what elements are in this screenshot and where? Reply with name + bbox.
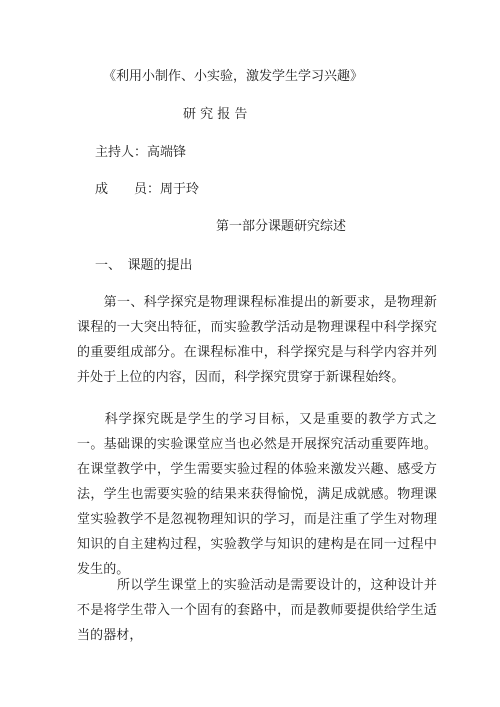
paragraph-3: 所以学生课堂上的实验活动是需要设计的，这种设计并不是将学生带入一个固有的套路中，而是教师要提供给学生适当的器材， [77, 578, 437, 643]
host-label: 主持人： [95, 145, 148, 160]
section-heading: 一、 课题的提出 [95, 258, 193, 273]
paragraph-1: 第一、科学探究是物理课程标准提出的新要求，是物理新课程的一大突出特征，而实验教学活动是物理课程中科学探究的重要组成部分。在课程标准中，科学探究是与科学内容并列并处于上位的内容，因而，科学探究贯穿于新课程始终。 [77, 295, 437, 385]
part-heading: 第一部分课题研究综述 [216, 219, 347, 234]
member-name: 周于玲 [160, 182, 200, 197]
paragraph-2: 科学探究既是学生的学习目标，又是重要的教学方式之一。基础课的实验课堂应当也必然是开展探究活动重要阵地。在课堂教学中，学生需要实验过程的体验来激发兴趣、感受方法，学生也需要实验的结果来获得愉悦，满足成就感。物理课堂实验教学不是忽视物理知识的学习，而是注重了学生对物理知识的自主建构过程，实验教学与知识的建构是在同一过程中发生的。 [77, 412, 437, 577]
document-title: 《利用小制作、小实验，激发学生学习兴趣》 [103, 69, 364, 84]
member-line [95, 182, 199, 198]
document-subtitle: 研 究 报 告 [183, 107, 248, 122]
host-name: 高端锋 [147, 145, 187, 160]
member-label: 成 员： [95, 182, 161, 197]
host-line [95, 145, 186, 161]
